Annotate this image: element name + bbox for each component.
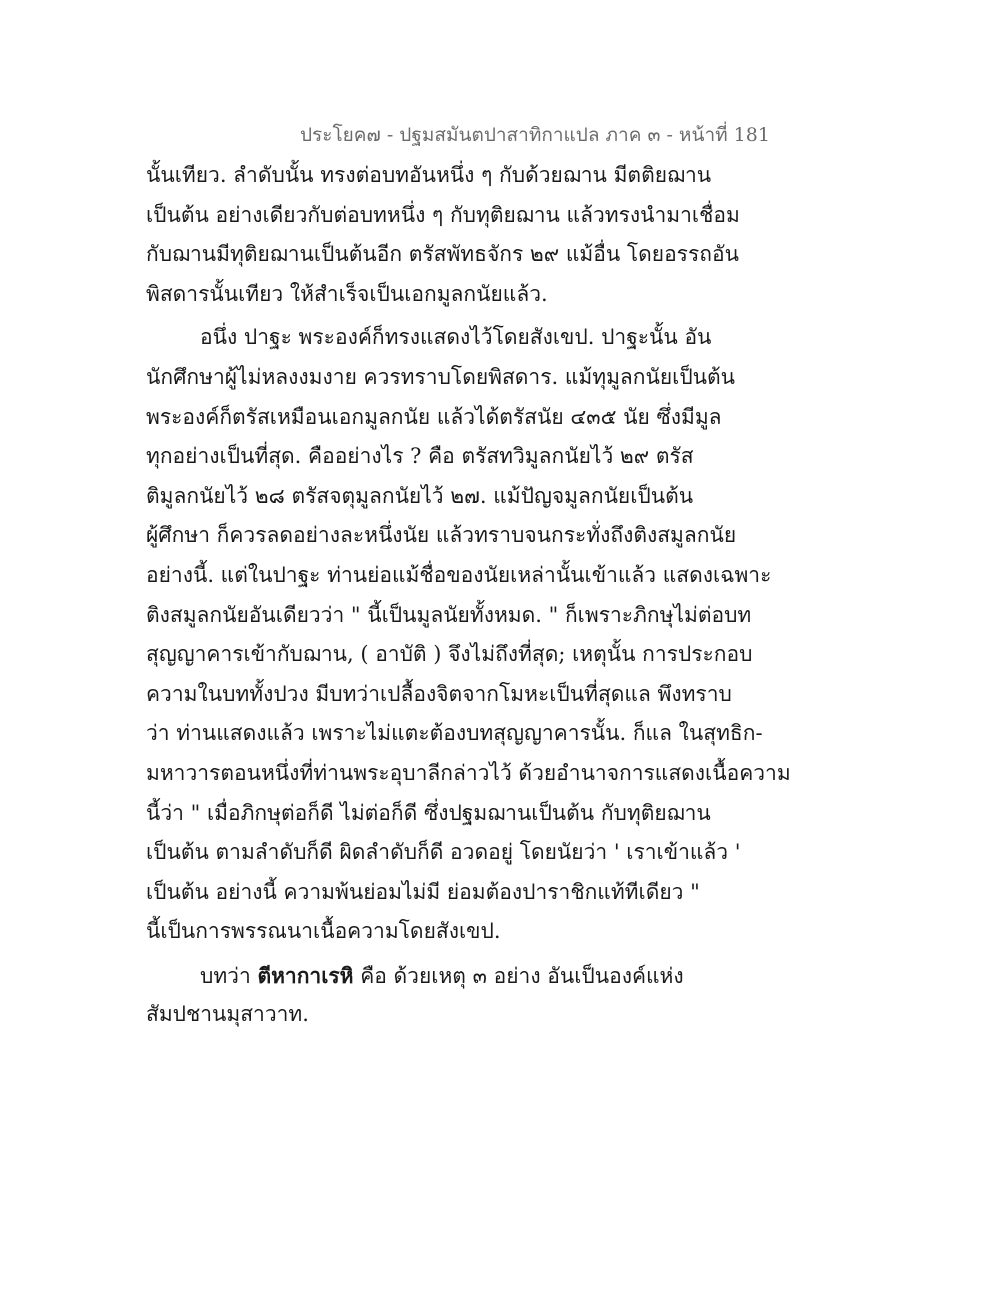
- text-line: พระองค์ก็ตรัสเหมือนเอกมูลกนัย แล้วได้ตรัสนัย ๔๓๕ นัย ซึ่งมีมูล: [146, 404, 722, 429]
- text-line: ว่า ท่านแสดงแล้ว เพราะไม่แตะต้องบทสุญญาคารนั้น. ก็แล ในสุทธิก-: [146, 721, 763, 746]
- text-line: เป็นต้น ตามลำดับก็ดี ผิดลำดับก็ดี อวดอยู่ โดยนัยว่า ' เราเข้าแล้ว ': [146, 840, 741, 865]
- text-line: อนึ่ง ปาฐะ พระองค์ก็ทรงแสดงไว้โดยสังเขป. ปาฐะนั้น อัน: [200, 325, 712, 350]
- text-line: ติงสมูลกนัยอันเดียวว่า " นี้เป็นมูลนัยทั้งหมด. " ก็เพราะภิกษุไม่ต่อบท: [146, 602, 752, 627]
- text-line: สุญญาคารเข้ากับฌาน, ( อาบัติ ) จึงไม่ถึงที่สุด; เหตุนั้น การประกอบ: [146, 642, 753, 667]
- text-line: กับฌานมีทุติยฌานเป็นต้นอีก ตรัสพัทธจักร ๒๙ แม้อื่น โดยอรรถอัน: [146, 242, 739, 267]
- text-line: นักศึกษาผู้ไม่หลงงมงาย ควรทราบโดยพิสดาร. แม้ทุมูลกนัยเป็นต้น: [146, 364, 736, 389]
- text-line: นี้เป็นการพรรณนาเนื้อความโดยสังเขป.: [146, 919, 501, 944]
- text-line: ผู้ศึกษา ก็ควรลดอย่างละหนึ่งนัย แล้วทราบจนกระทั่งถึงติงสมูลกนัย: [146, 523, 737, 548]
- text-line: ติมูลกนัยไว้ ๒๘ ตรัสจตุมูลกนัยไว้ ๒๗. แม้ปัญจมูลกนัยเป็นต้น: [146, 483, 694, 508]
- text-line: ทุกอย่างเป็นที่สุด. คืออย่างไร ? คือ ตรัสทวิมูลกนัยไว้ ๒๙ ตรัส: [146, 444, 694, 469]
- text-line: เป็นต้น อย่างเดียวกับต่อบทหนึ่ง ๆ กับทุติยฌาน แล้วทรงนำมาเชื่อม: [146, 202, 740, 227]
- text-line: สัมปชานมุสาวาท.: [146, 1002, 309, 1027]
- running-header: ประโยค๗ - ปฐมสมันตปาสาทิกาแปล ภาค ๓ - หน้าที่ 181: [300, 124, 770, 146]
- text-line: [146, 956, 746, 996]
- paragraph-3: [146, 956, 746, 1035]
- text-line: เป็นต้น อย่างนี้ ความพ้นย่อมไม่มี ย่อมต้องปาราชิกแท้ทีเดียว ": [146, 879, 700, 904]
- body-text: [146, 156, 791, 1035]
- text-run: บทว่า: [200, 963, 258, 988]
- paragraph-2: [146, 318, 791, 952]
- text-line: อย่างนี้. แต่ในปาฐะ ท่านย่อแม้ชื่อของนัยเหล่านั้นเข้าแล้ว แสดงเฉพาะ: [146, 562, 772, 587]
- text-run: คือ ด้วยเหตุ ๓ อย่าง อันเป็นองค์แห่ง: [353, 963, 684, 988]
- text-line: นั้นเทียว. ลำดับนั้น ทรงต่อบทอันหนึ่ง ๆ กับด้วยฌาน มีตติยฌาน: [146, 163, 712, 187]
- text-line: ความในบททั้งปวง มีบทว่าเปลื้องจิตจากโมหะเป็นที่สุดแล พึงทราบ: [146, 681, 732, 706]
- defined-term: ตีหากาเรหิ: [257, 962, 354, 988]
- text-line: นี้ว่า " เมื่อภิกษุต่อก็ดี ไม่ต่อก็ดี ซึ่งปฐมฌานเป็นต้น กับทุติยฌาน: [146, 800, 711, 825]
- paragraph-1: [146, 156, 746, 314]
- text-line: พิสดารนั้นเทียว ให้สำเร็จเป็นเอกมูลกนัยแล้ว.: [146, 281, 548, 306]
- text-line: มหาวารตอนหนึ่งที่ท่านพระอุบาลีกล่าวไว้ ด้วยอำนาจการแสดงเนื้อความ: [146, 760, 791, 785]
